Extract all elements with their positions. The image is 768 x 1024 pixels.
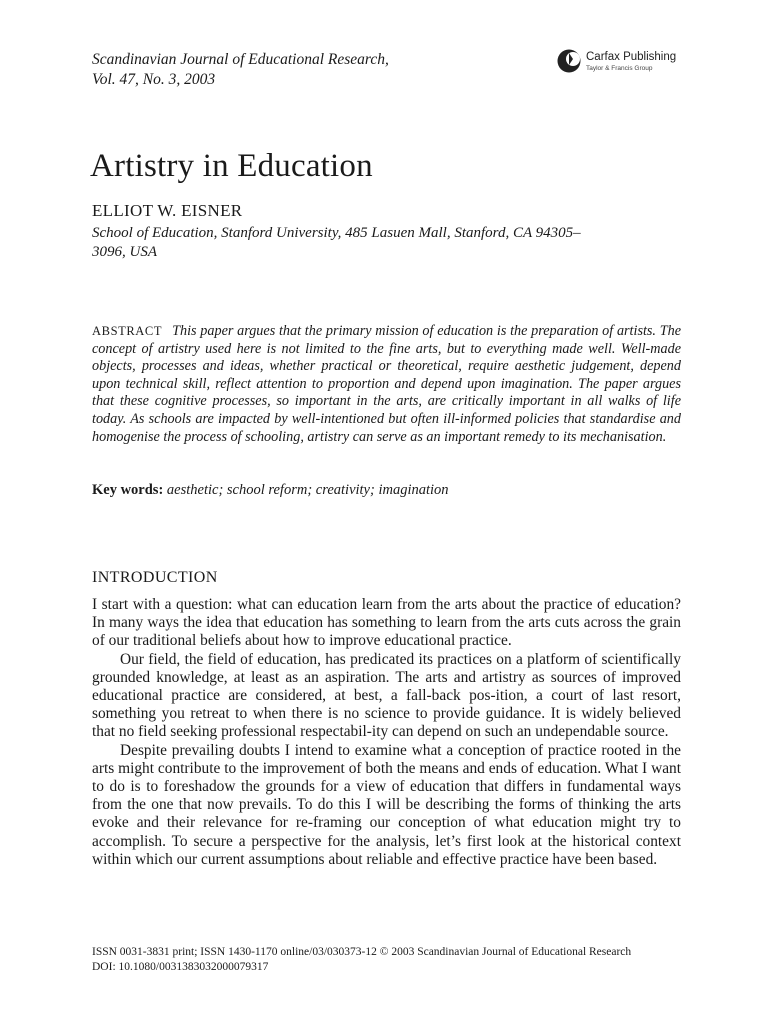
journal-citation (92, 50, 389, 90)
page-footer (92, 945, 631, 975)
keywords (92, 481, 449, 499)
body-paragraph: Despite prevailing doubts I intend to examine what a conception of practice rooted in the arts might contribute to the improvement of both the means and ends of education. What I want to do is to foreshadow the grounds for a view of education that differs in fundamental ways from the one that now prevails. To do this I will be describing the forms of thinking the arts evoke and their relevance for re-framing our conception of what education might try to accomplish. To secure a perspective for the analysis, let’s first look at the historical context within which our current assumptions about reliable and effective practice have been based. (92, 741, 681, 868)
section-heading-introduction: INTRODUCTION (92, 569, 218, 586)
introduction-body (92, 596, 681, 869)
journal-volume: Vol. 47, No. 3, 2003 (92, 71, 216, 88)
publisher-name: Carfax Publishing (586, 51, 677, 63)
journal-name: Scandinavian Journal of Educational Research, (92, 51, 389, 68)
issn-line: ISSN 0031-3831 print; ISSN 1430-1170 online/03/030373-12 © 2003 Scandinavian Journal of Educational Research (92, 946, 632, 958)
body-paragraph: I start with a question: what can education learn from the arts about the practice of education? In many ways the idea that education has something to learn from the arts cuts across the grain of our traditional beliefs about how to improve educational practice. (92, 596, 681, 650)
article-title: Artistry in Education (90, 148, 373, 184)
author-affiliation: School of Education, Stanford University, 485 Lasuen Mall, Stanford, CA 94305–3096, USA (92, 225, 581, 260)
doi-line: DOI: 10.1080/0031383032000079317 (92, 961, 269, 973)
keywords-list: aesthetic; school reform; creativity; imagination (166, 482, 449, 498)
abstract (92, 323, 681, 446)
keywords-label: Key words: (92, 482, 164, 498)
carfax-logo-icon (556, 48, 582, 74)
author-name: ELLIOT W. EISNER (92, 201, 243, 220)
abstract-text: This paper argues that the primary mission of education is the preparation of artists. The concept of artistry used here is not limited to the fine arts, but to everything made well. Well-made objects, processes and ideas, whether practical or theoretical, require aesthetic judgement, depend upon technical skill, reflect attention to proportion and depend upon imagination. The paper argues that these cognitive processes, so important in the arts, are critically important in all walks of life today. As schools are impacted by well-intentioned but often ill-informed policies that standardise and homogenise the process of schooling, artistry can serve as an important remedy to its mechanisation. (92, 323, 681, 445)
publisher-group: Taylor & Francis Group (586, 65, 653, 72)
body-paragraph: Our field, the field of education, has predicated its practices on a platform of scientifically grounded knowledge, at least as an aspiration. The arts and artistry as sources of improved educational practice are considered, at best, a fall-back pos-ition, a court of last resort, something you retreat to when there is no science to provide guidance. It is widely believed that no field seeking professional respectabil-ity can depend on such an undependable source. (92, 650, 681, 741)
abstract-label: ABSTRACT (92, 324, 163, 338)
publisher-logo (556, 48, 691, 78)
